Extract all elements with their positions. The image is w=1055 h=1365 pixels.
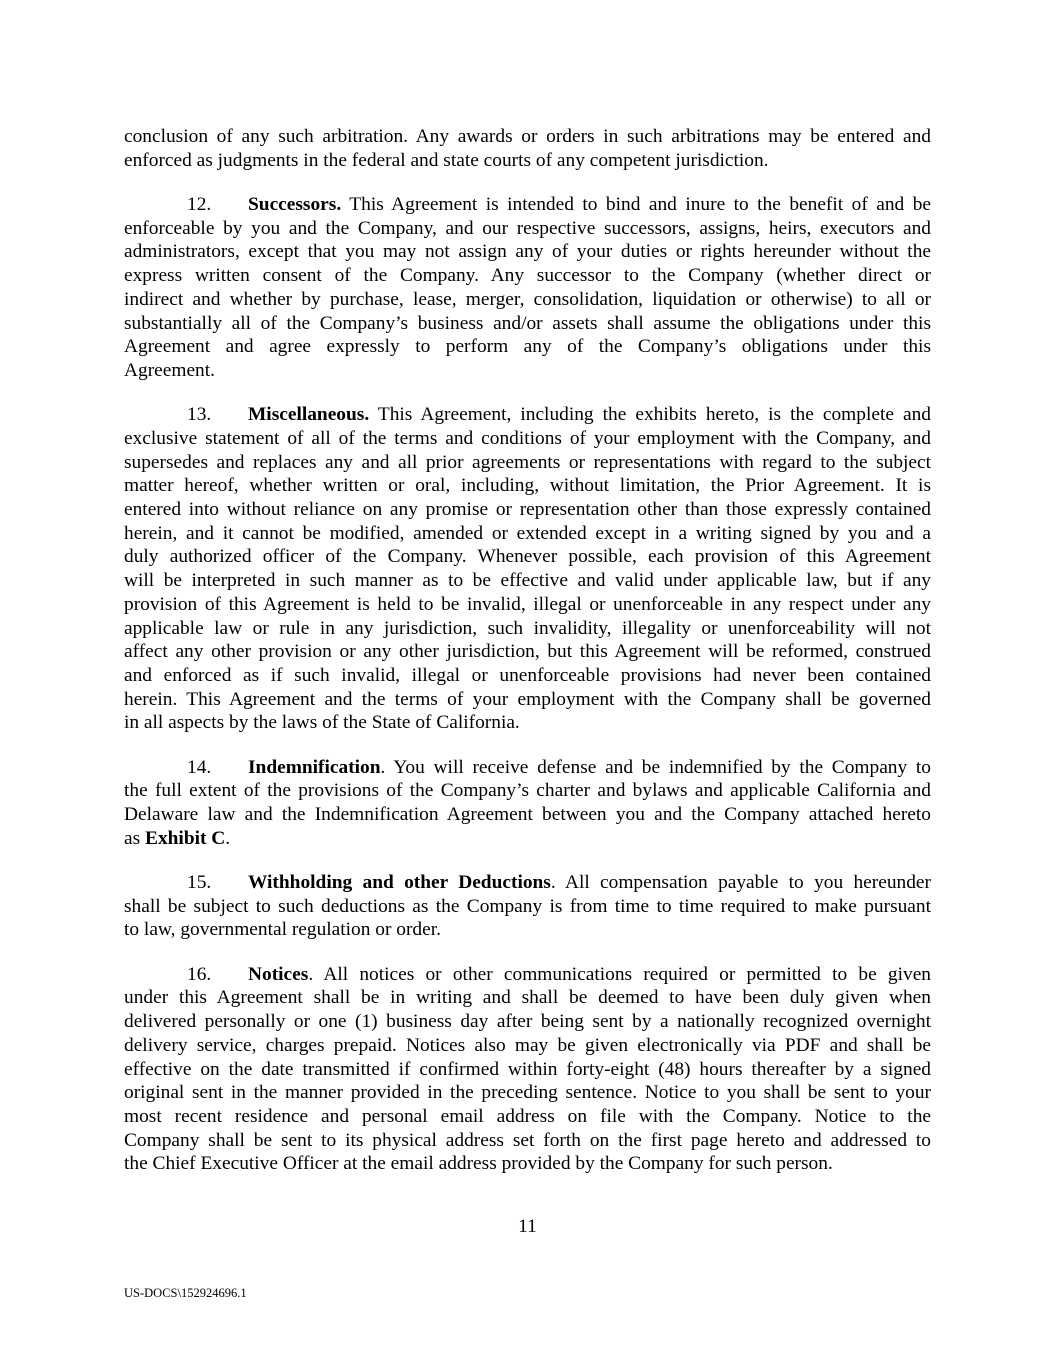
section-number: 14. — [187, 756, 212, 778]
text-line — [124, 895, 931, 919]
text-line — [124, 403, 931, 427]
line-text: enforceable by you and the Company, and our respective successors, assigns, heirs, executors and — [124, 217, 931, 239]
exhibit-reference: Exhibit C — [145, 827, 226, 849]
line-text: This Agreement, including the exhibits hereto, is the complete and — [369, 404, 931, 426]
section-heading: Miscellaneous. — [248, 404, 370, 426]
text-line — [124, 918, 931, 942]
section-number: 12. — [187, 194, 212, 215]
section-number: 13. — [187, 404, 212, 426]
text-line — [124, 1034, 931, 1058]
text-line — [124, 288, 931, 312]
text-line — [124, 149, 931, 173]
text-line — [124, 963, 931, 987]
line-text: to law, governmental regulation or order. — [124, 919, 441, 941]
line-text: affect any other provision or any other jurisdiction, but this Agreement will be reformed, construed — [124, 641, 931, 663]
line-text: shall be subject to such deductions as the Company is from time to time required to make pursuant — [124, 895, 931, 917]
line-text: herein, and it cannot be modified, amended or extended except in a writing signed by you and a — [124, 522, 931, 544]
line-text: provision of this Agreement is held to be invalid, illegal or unenforceable in any respect under any — [124, 593, 931, 615]
line-text: as — [124, 827, 146, 849]
line-text: delivery service, charges prepaid. Notices also may be given electronically via PDF and shall be — [124, 1034, 931, 1056]
section-heading: Withholding and other Deductions — [248, 872, 551, 894]
section-heading: Indemnification — [248, 756, 381, 778]
paragraph — [124, 193, 931, 383]
paragraph — [124, 125, 931, 172]
line-text: effective on the date transmitted if confirmed within forty-eight (48) hours thereafter by a signed — [124, 1058, 931, 1080]
text-line — [124, 545, 931, 569]
text-line — [124, 827, 931, 851]
line-text: original sent in the manner provided in the preceding sentence. Notice to you shall be sent to your — [124, 1082, 931, 1104]
line-text: the Chief Executive Officer at the email address provided by the Company for such person. — [124, 1153, 833, 1175]
section-heading: Notices — [248, 963, 309, 985]
line-text: most recent residence and personal email address on file with the Company. Notice to the — [124, 1105, 931, 1127]
text-line — [124, 193, 931, 217]
line-text: herein. This Agreement and the terms of your employment with the Company shall be governed — [124, 688, 931, 710]
line-text: exclusive statement of all of the terms and conditions of your employment with the Company, and — [124, 427, 931, 449]
document-body — [124, 125, 931, 1197]
section-number: 16. — [187, 963, 212, 985]
line-text: . — [225, 827, 231, 849]
paragraph — [124, 963, 931, 1176]
page-number: 11 — [518, 1216, 537, 1237]
text-line — [124, 569, 931, 593]
document-id-footer: US-DOCS\152924696.1 — [124, 1286, 247, 1300]
text-line — [124, 335, 931, 359]
line-text: under this Agreement shall be in writing and shall be deemed to have been duly given when — [124, 987, 931, 1009]
text-line — [124, 125, 931, 149]
line-text: will be interpreted in such manner as to be effective and valid under applicable law, but if any — [124, 570, 931, 592]
text-line — [124, 779, 931, 803]
text-line — [124, 871, 931, 895]
text-line — [124, 240, 931, 264]
line-text: substantially all of the Company’s business and/or assets shall assume the obligations under this — [124, 312, 931, 334]
text-line — [124, 1129, 931, 1153]
line-text: matter hereof, whether written or oral, including, without limitation, the Prior Agreement. It is — [124, 475, 931, 497]
line-text: duly authorized officer of the Company. Whenever possible, each provision of this Agreement — [124, 546, 931, 568]
line-text: . All notices or other communications required or permitted to be given — [308, 963, 931, 985]
line-text: This Agreement is intended to bind and inure to the benefit of and be — [341, 194, 931, 215]
text-line — [124, 217, 931, 241]
text-line — [124, 474, 931, 498]
line-text: indirect and whether by purchase, lease, merger, consolidation, liquidation or otherwise) to all or — [124, 288, 931, 310]
text-line — [124, 986, 931, 1010]
text-line — [124, 312, 931, 336]
text-line — [124, 688, 931, 712]
text-line — [124, 1058, 931, 1082]
text-line — [124, 640, 931, 664]
line-text: Agreement and agree expressly to perform any of the Company’s obligations under this — [124, 336, 931, 358]
text-line — [124, 1105, 931, 1129]
section-heading: Successors. — [248, 194, 342, 215]
text-line — [124, 617, 931, 641]
text-line — [124, 1081, 931, 1105]
text-line — [124, 1152, 931, 1176]
text-line — [124, 593, 931, 617]
text-line — [124, 498, 931, 522]
text-line — [124, 1010, 931, 1034]
text-line — [124, 451, 931, 475]
line-text: in all aspects by the laws of the State of California. — [124, 712, 520, 734]
text-line — [124, 711, 931, 735]
text-line — [124, 359, 931, 383]
text-line — [124, 803, 931, 827]
line-text: the full extent of the provisions of the Company’s charter and bylaws and applicable California and — [124, 780, 931, 802]
text-line — [124, 427, 931, 451]
line-text: delivered personally or one (1) business day after being sent by a nationally recognized overnight — [124, 1011, 931, 1033]
line-text: Agreement. — [124, 359, 215, 381]
line-text: express written consent of the Company. Any successor to the Company (whether direct or — [124, 265, 931, 287]
line-text: conclusion of any such arbitration. Any awards or orders in such arbitrations may be entered and — [124, 126, 931, 147]
text-line — [124, 264, 931, 288]
text-line — [124, 522, 931, 546]
text-line — [124, 756, 931, 780]
section-number: 15. — [187, 872, 212, 894]
line-text: enforced as judgments in the federal and state courts of any competent jurisdiction. — [124, 149, 769, 171]
line-text: Delaware law and the Indemnification Agreement between you and the Company attached hereto — [124, 804, 931, 826]
line-text: administrators, except that you may not assign any of your duties or rights hereunder without the — [124, 241, 931, 263]
line-text: applicable law or rule in any jurisdiction, such invalidity, illegality or unenforceability will not — [124, 617, 931, 639]
paragraph — [124, 756, 931, 851]
line-text: Company shall be sent to its physical address set forth on the first page hereto and addressed to — [124, 1129, 931, 1151]
line-text: . All compensation payable to you hereunder — [550, 872, 931, 894]
line-text: and enforced as if such invalid, illegal or unenforceable provisions had never been contained — [124, 664, 931, 686]
paragraph — [124, 403, 931, 735]
line-text: . You will receive defense and be indemnified by the Company to — [380, 756, 931, 778]
text-line — [124, 664, 931, 688]
line-text: supersedes and replaces any and all prior agreements or representations with regard to the subject — [124, 451, 931, 473]
line-text: entered into without reliance on any promise or representation other than those expressly contained — [124, 499, 931, 521]
paragraph — [124, 871, 931, 942]
